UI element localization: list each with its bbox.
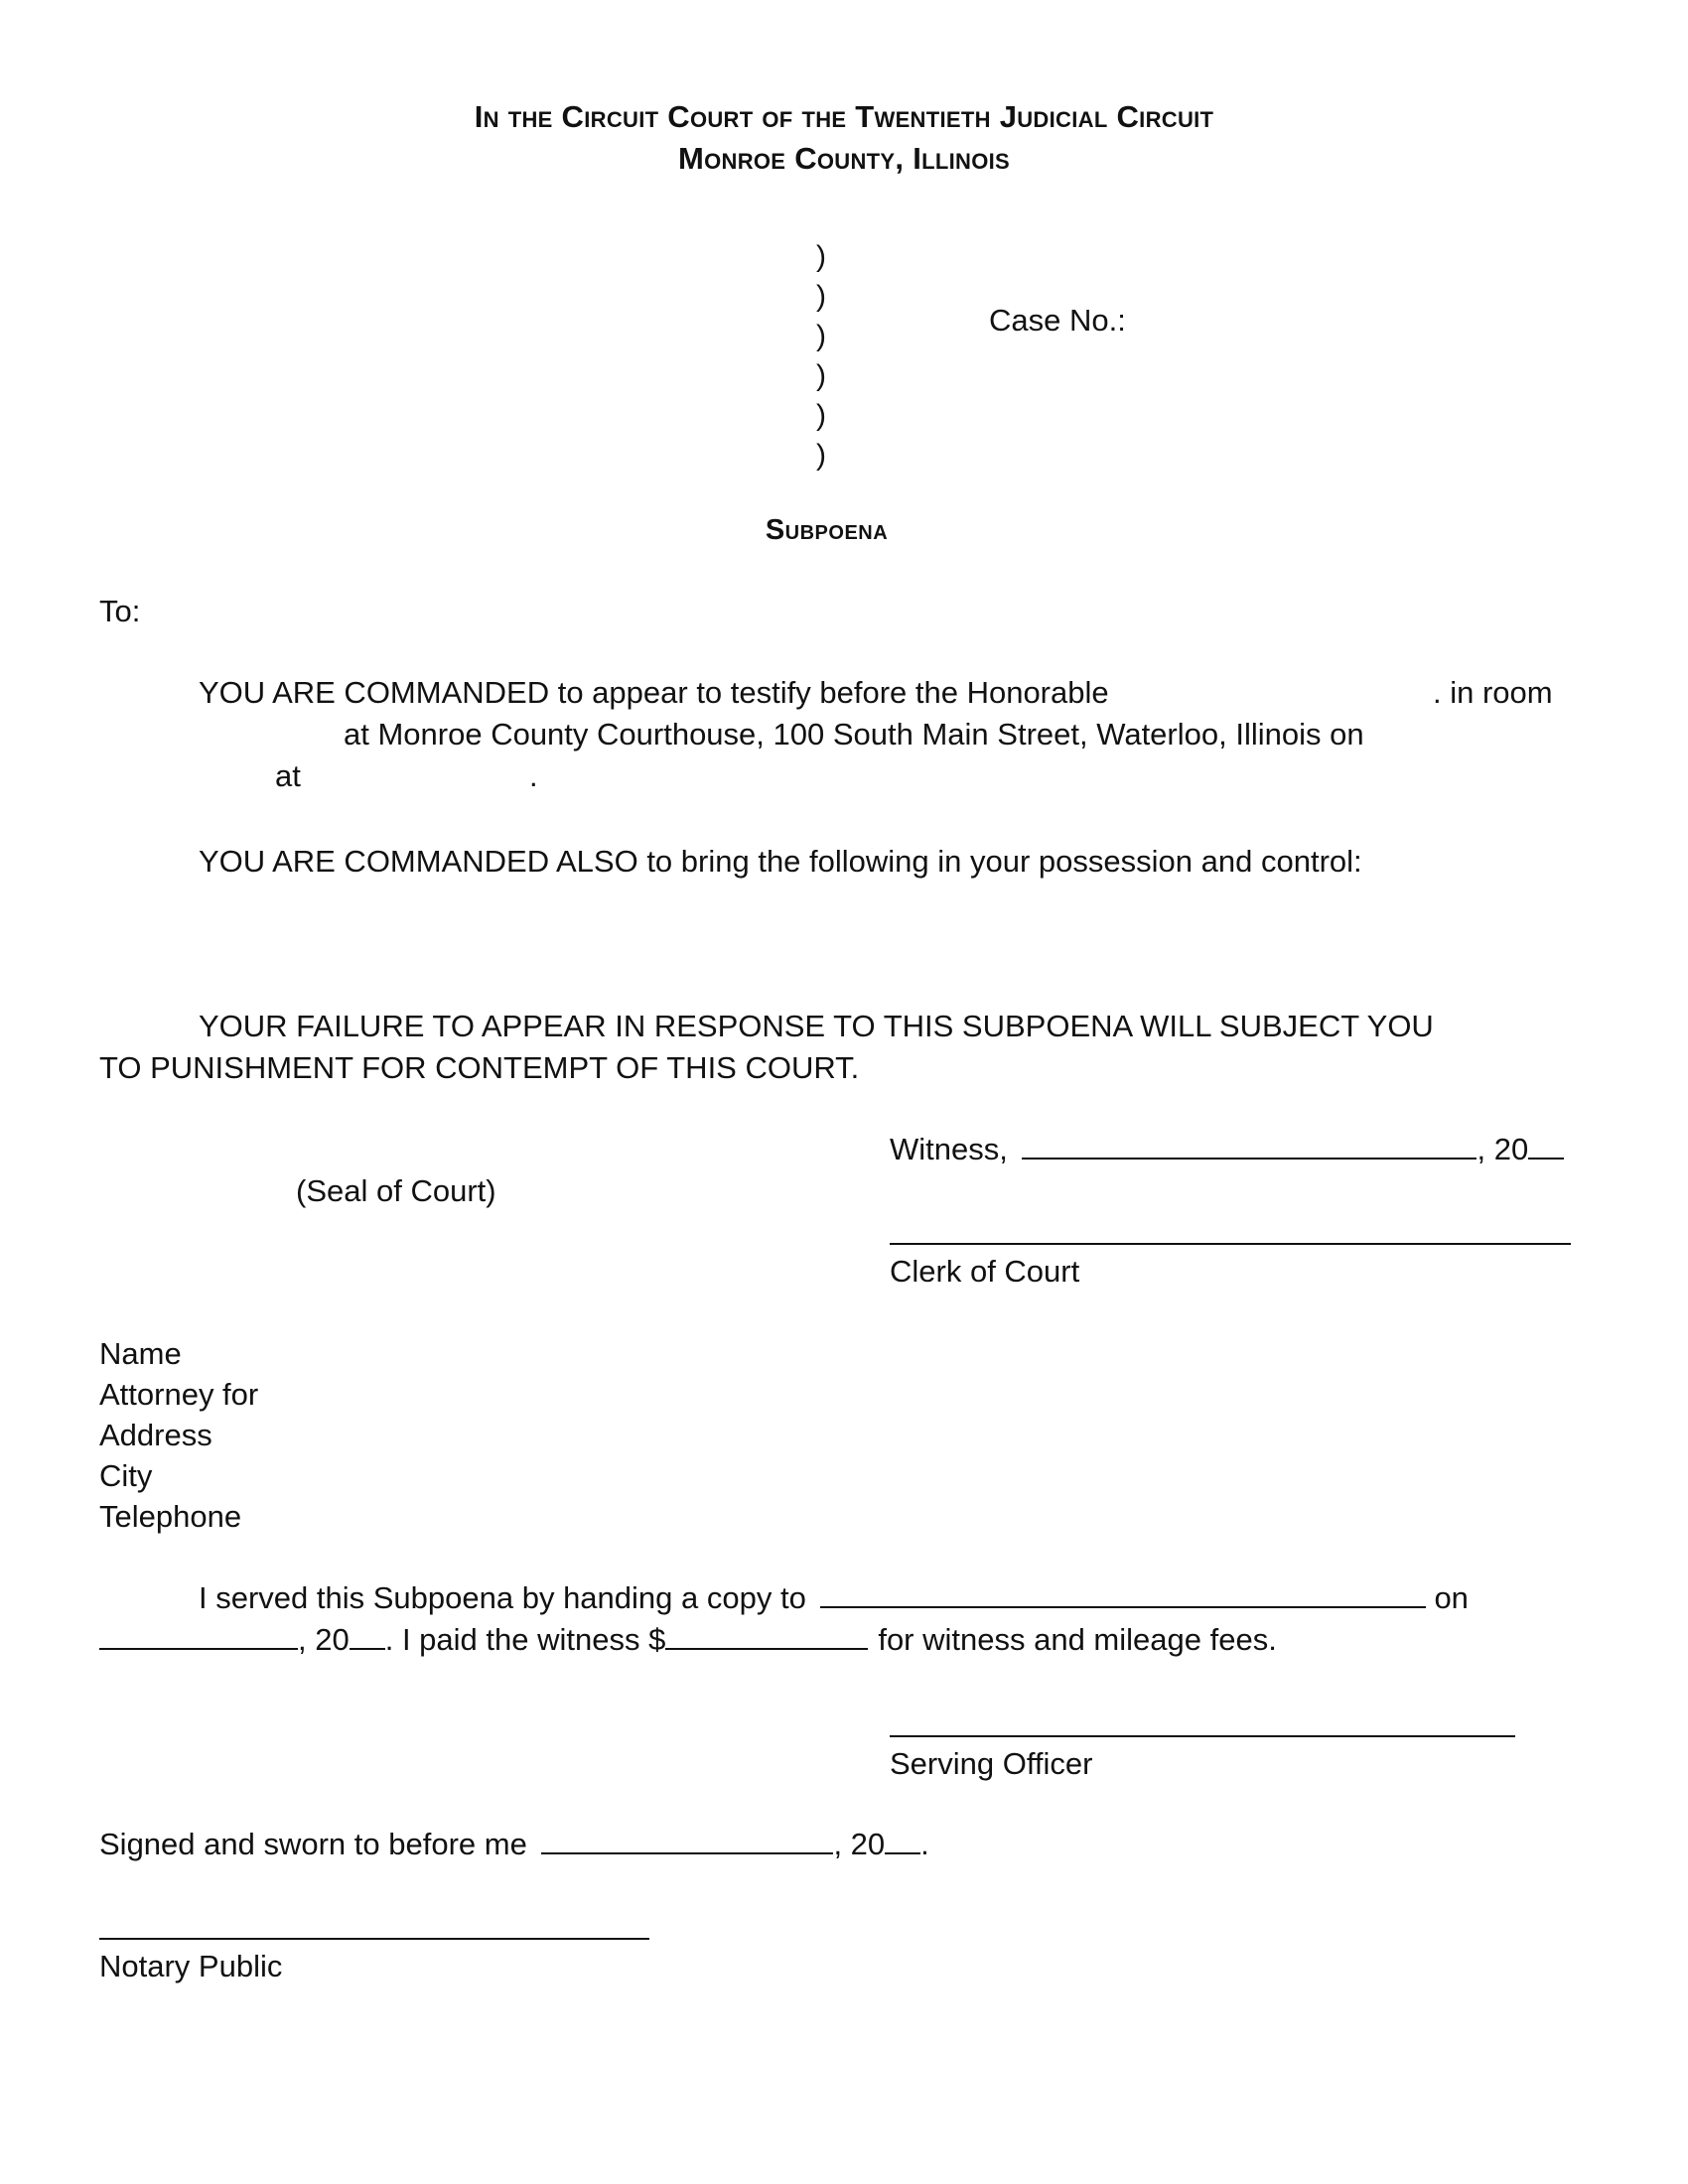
command-line-1-end: . in room	[1433, 675, 1553, 710]
service-year-blank[interactable]	[350, 1622, 385, 1650]
service-line-2	[99, 1620, 1277, 1660]
sworn-date-blank[interactable]	[541, 1827, 833, 1854]
attorney-city: City	[99, 1458, 153, 1493]
service-line-1-end: on	[1434, 1580, 1469, 1615]
document-title: Subpoena	[765, 514, 889, 546]
seal-of-court: (Seal of Court)	[296, 1173, 496, 1208]
caption-paren: )	[816, 439, 826, 472]
service-line-2-mid: . I paid the witness $	[384, 1622, 666, 1657]
command-also: YOU ARE COMMANDED ALSO to bring the following in your possession and control:	[199, 844, 1362, 879]
caption-paren: )	[816, 320, 826, 352]
warning-line-2: TO PUNISHMENT FOR CONTEMPT OF THIS COURT.	[99, 1050, 860, 1085]
attorney-address: Address	[99, 1418, 212, 1452]
command-line-2: at Monroe County Courthouse, 100 South Main Street, Waterloo, Illinois on	[344, 717, 1364, 751]
case-number-label: Case No.:	[989, 303, 1126, 338]
sworn-line	[99, 1825, 929, 1864]
service-line-1-start: I served this Subpoena by handing a copy to	[199, 1580, 806, 1615]
witness-year-blank[interactable]	[1528, 1132, 1564, 1160]
notary-signature-line[interactable]	[99, 1938, 649, 1940]
serving-officer-label: Serving Officer	[890, 1746, 1093, 1781]
court-header-line: In the Circuit Court of the Twentieth Judicial Circuit	[474, 99, 1214, 134]
to-label: To:	[99, 594, 141, 628]
witness-line	[890, 1130, 1564, 1169]
county-header-line: Monroe County, Illinois	[677, 141, 1010, 176]
service-year-prefix: , 20	[298, 1622, 350, 1657]
sworn-label: Signed and sworn to before me	[99, 1827, 527, 1861]
caption-paren: )	[816, 359, 826, 392]
sworn-year-prefix: , 20	[833, 1827, 886, 1861]
witness-label: Witness,	[890, 1132, 1008, 1166]
service-line-2-end: for witness and mileage fees.	[878, 1622, 1277, 1657]
service-date-blank[interactable]	[99, 1622, 298, 1650]
served-person-blank[interactable]	[820, 1580, 1426, 1608]
witness-date-blank[interactable]	[1022, 1132, 1477, 1160]
serving-officer-signature-line[interactable]	[890, 1735, 1515, 1737]
witness-fee-blank[interactable]	[665, 1622, 868, 1650]
caption-paren: )	[816, 399, 826, 432]
service-line-1	[199, 1578, 1469, 1618]
sworn-end: .	[920, 1827, 929, 1861]
notary-label: Notary Public	[99, 1949, 283, 1983]
command-line-3-end: .	[529, 758, 538, 793]
caption-paren: )	[816, 240, 826, 273]
warning-line-1: YOUR FAILURE TO APPEAR IN RESPONSE TO THIS SUBPOENA WILL SUBJECT YOU	[199, 1009, 1434, 1043]
clerk-label: Clerk of Court	[890, 1254, 1080, 1289]
attorney-telephone: Telephone	[99, 1499, 242, 1534]
attorney-for: Attorney for	[99, 1377, 259, 1412]
command-line-3-at: at	[275, 758, 301, 793]
caption-paren: )	[816, 280, 826, 313]
sworn-year-blank[interactable]	[885, 1827, 920, 1854]
witness-year-prefix: , 20	[1477, 1132, 1529, 1166]
clerk-signature-line[interactable]	[890, 1243, 1571, 1245]
attorney-name: Name	[99, 1336, 182, 1371]
command-line-1: YOU ARE COMMANDED to appear to testify before the Honorable	[199, 675, 1109, 710]
